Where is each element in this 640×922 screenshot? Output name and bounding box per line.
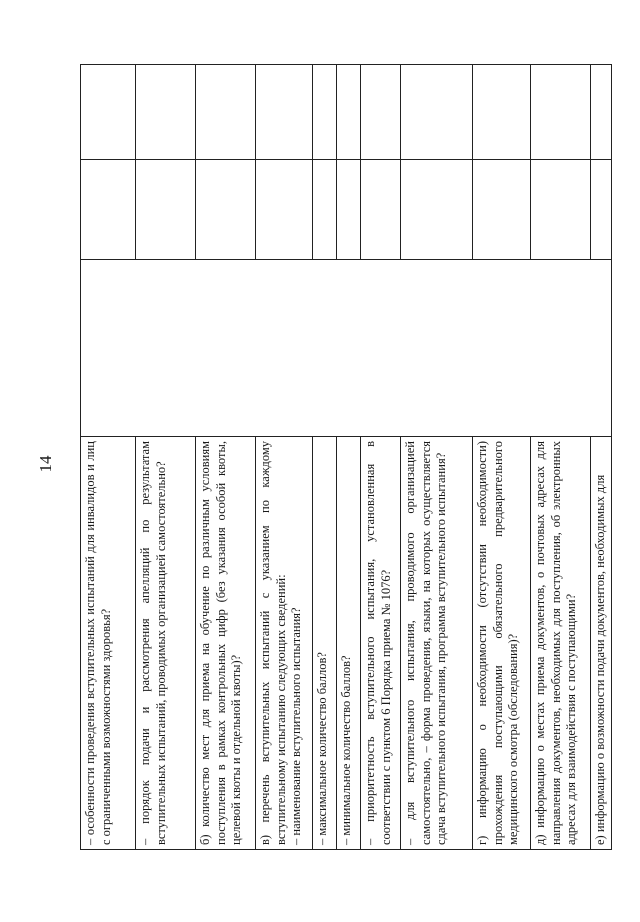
table-row — [196, 65, 256, 850]
answer-cell — [361, 65, 401, 160]
question-cell: – приоритетность вступительного испытания, установленная в соответствии с пунктом 6 Порядка приема № 1076? — [361, 437, 401, 850]
question-cell: – минимальное количество баллов? — [337, 437, 361, 850]
answer-cell — [337, 65, 361, 160]
question-cell: – максимальное количество баллов? — [313, 437, 337, 850]
question-cell: – для вступительного испытания, проводимого организацией самостоятельно, – форма проведения, языки, на которых осуществляется сдача вступительного испытания, программа вступительного испытания? — [401, 437, 473, 850]
table-row — [136, 65, 196, 850]
answer-cell — [591, 160, 612, 260]
answer-cell — [337, 160, 361, 260]
question-cell: б) количество мест для приема на обучение по различным условиям поступления в рамках контрольных цифр (без указания особой квоты, целевой квоты и отдельной квоты)? — [196, 437, 256, 850]
answer-cell — [401, 65, 473, 160]
table-row — [81, 65, 136, 850]
answer-cell — [361, 160, 401, 260]
answer-cell — [196, 65, 256, 160]
question-cell: г) информацию о необходимости (отсутствии необходимости) прохождения поступающими обязательного предварительного медицинского осмотра (обследования)? — [473, 437, 531, 850]
table-row — [531, 65, 591, 850]
answer-cell — [531, 65, 591, 160]
question-text: в) перечень вступительных испытаний с указанием по каждому вступительному испытанию следующих сведений: – наименование вступительного испытания? — [258, 441, 303, 845]
answer-cell — [81, 260, 612, 437]
answer-cell — [136, 160, 196, 260]
answer-cell — [473, 65, 531, 160]
question-cell: д) информацию о местах приема документов, о почтовых адресах для направления документов, необходимых для поступления, об электронных адресах для взаимодействия с поступающими? — [531, 437, 591, 850]
rotated-table-container — [80, 65, 607, 850]
table-row — [337, 65, 361, 850]
table-row — [313, 65, 337, 850]
answer-cell — [591, 65, 612, 160]
question-cell: е) информацию о возможности подачи документов, необходимых для — [591, 437, 612, 850]
answer-cell — [81, 65, 136, 160]
answer-cell — [401, 160, 473, 260]
answer-cell — [196, 160, 256, 260]
answer-cell — [256, 160, 313, 260]
answer-cell — [256, 65, 313, 160]
checklist-table — [80, 64, 612, 850]
table-row — [473, 65, 531, 850]
answer-cell — [473, 160, 531, 260]
table-row — [361, 65, 401, 850]
answer-cell — [313, 160, 337, 260]
answer-cell — [313, 65, 337, 160]
answer-cell — [136, 65, 196, 160]
question-cell: – особенности проведения вступительных испытаний для инвалидов и лиц с ограниченными возможностями здоровья? — [81, 437, 136, 850]
page-number: 14 — [36, 455, 55, 473]
table-row — [591, 65, 612, 850]
answer-cell — [81, 160, 136, 260]
question-cell — [256, 437, 313, 850]
table-row — [401, 65, 473, 850]
question-cell: – порядок подачи и рассмотрения апелляций по результатам вступительных испытаний, проводимых организацией самостоятельно? — [136, 437, 196, 850]
table-row — [256, 65, 313, 850]
answer-cell — [531, 160, 591, 260]
